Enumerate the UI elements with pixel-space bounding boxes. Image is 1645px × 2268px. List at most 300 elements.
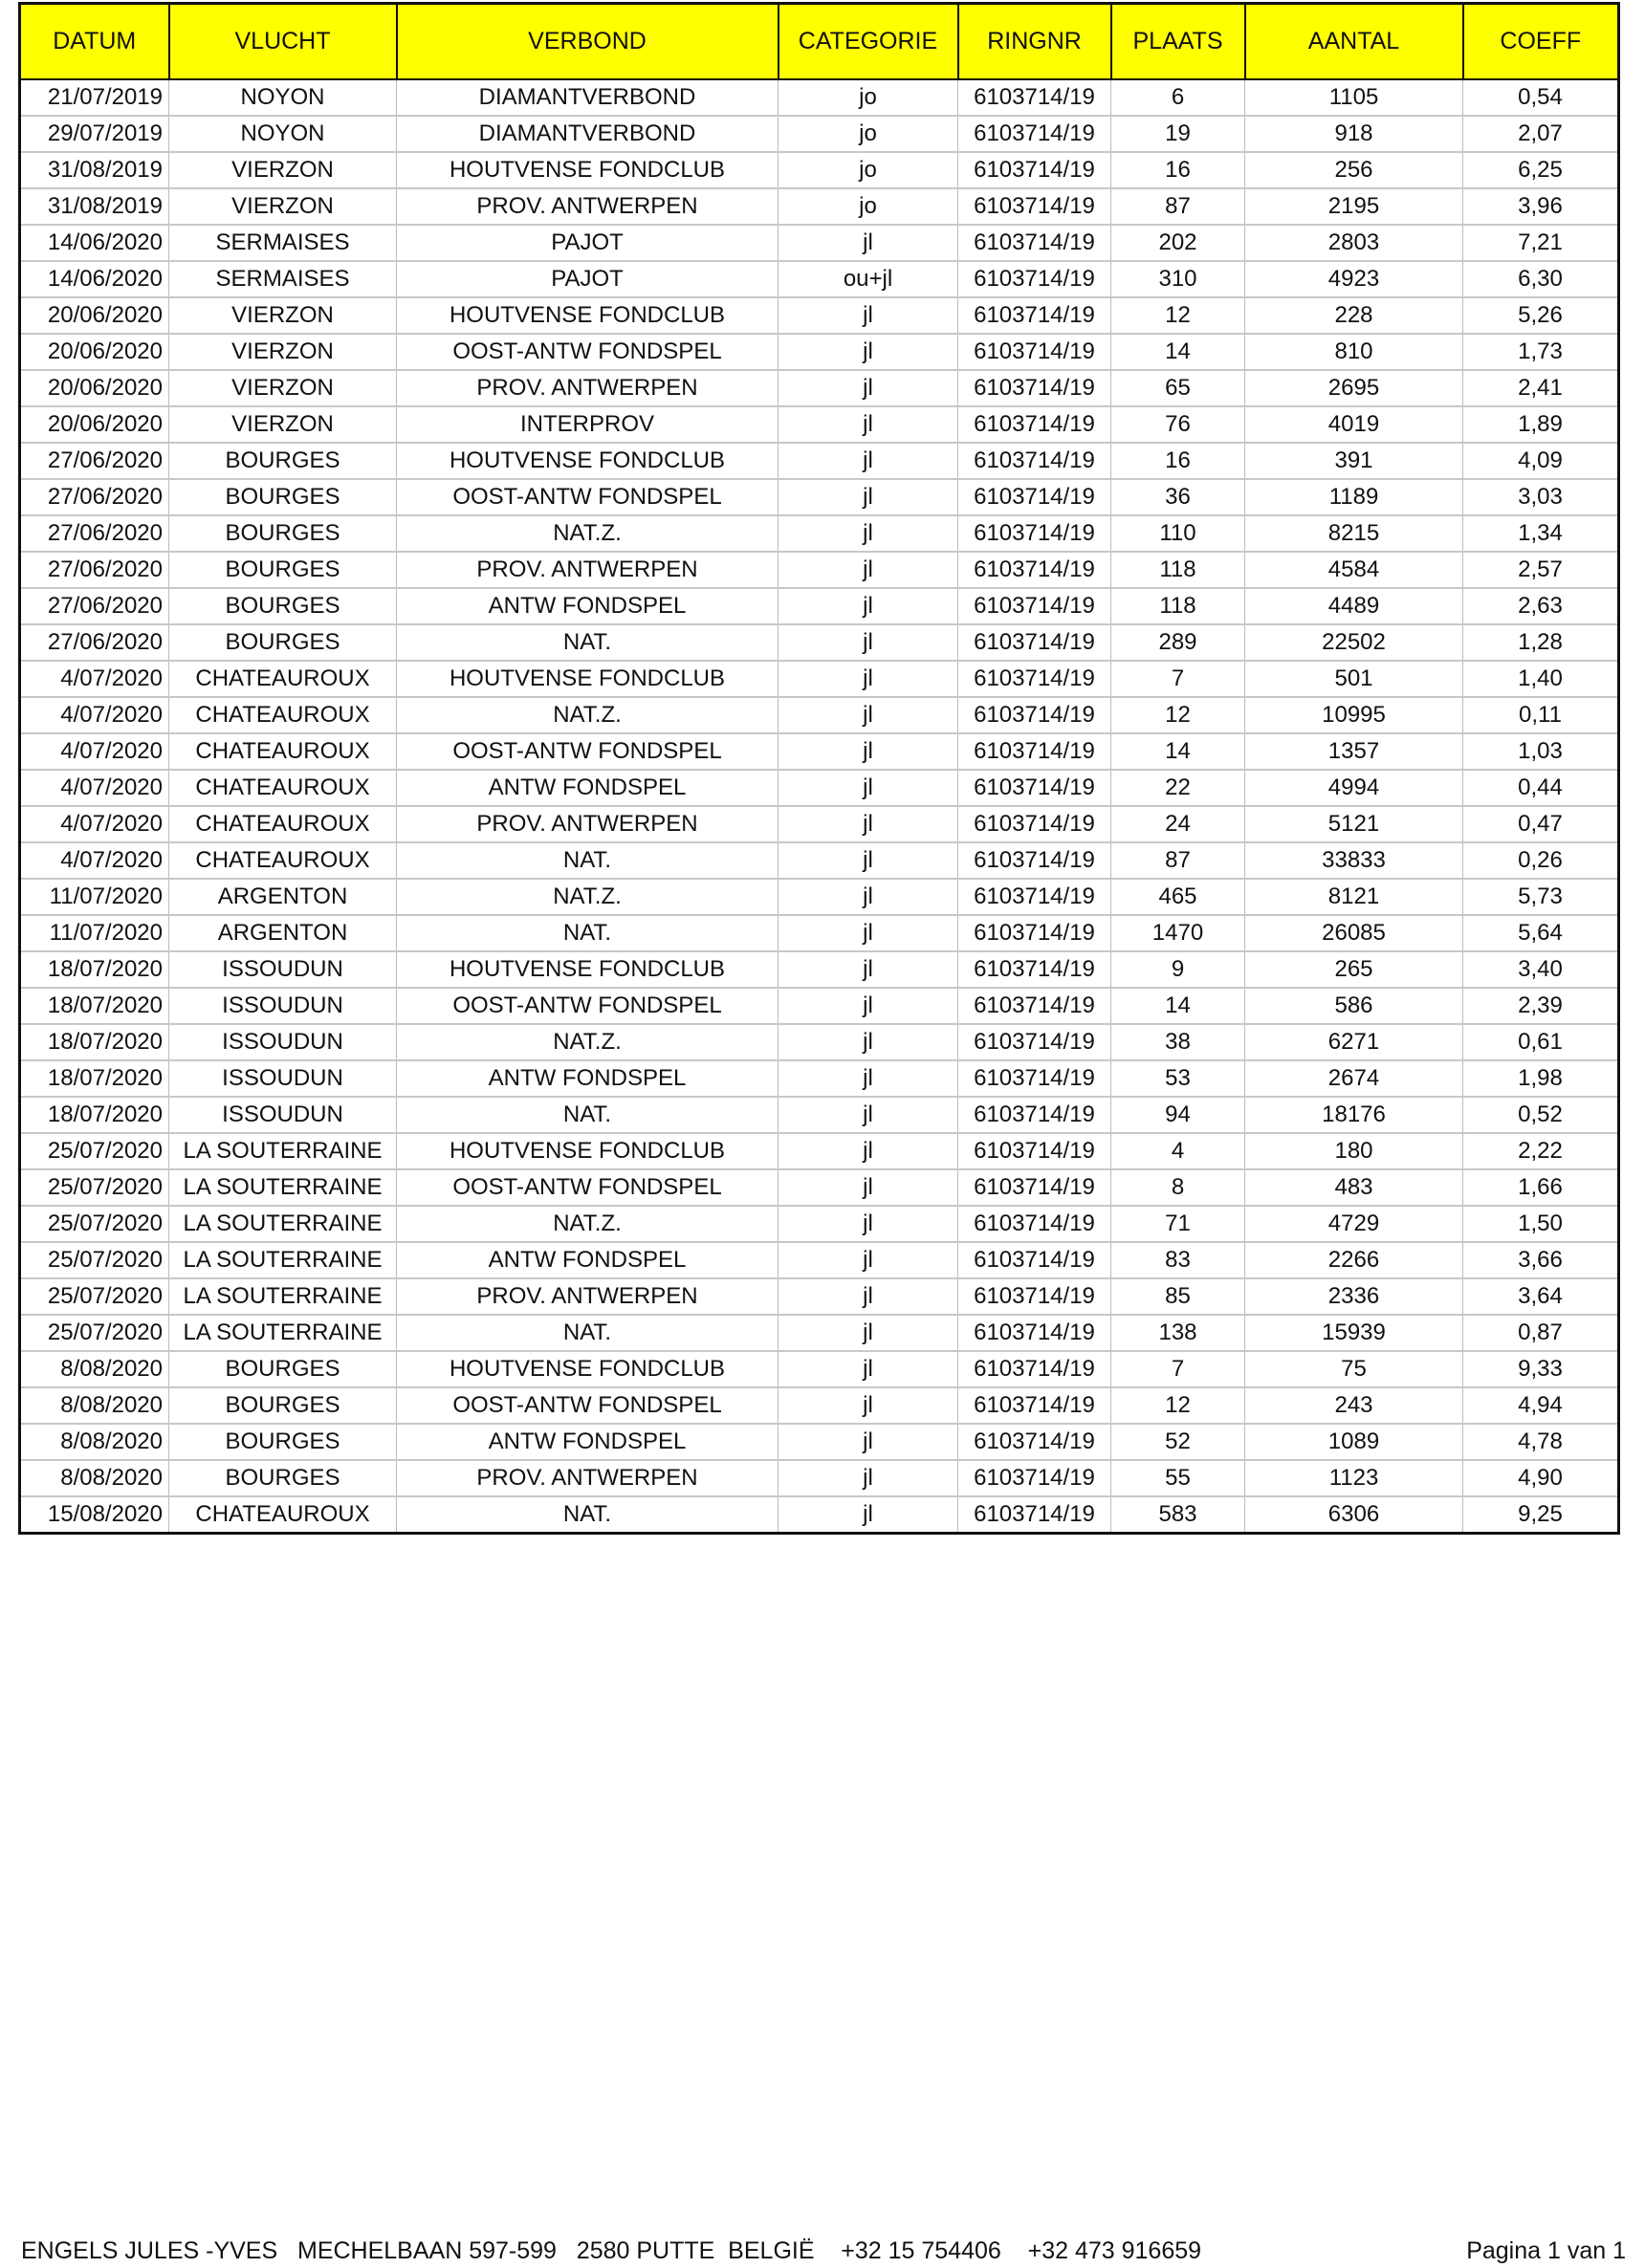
- cell-verbond: NAT.: [397, 1097, 779, 1133]
- cell-verbond: ANTW FONDSPEL: [397, 770, 779, 806]
- cell-datum: 8/08/2020: [20, 1351, 169, 1387]
- cell-categorie: jl: [779, 624, 958, 661]
- cell-ringnr: 6103714/19: [958, 261, 1111, 297]
- cell-coeff: 5,26: [1463, 297, 1619, 334]
- cell-vlucht: ARGENTON: [169, 879, 397, 915]
- cell-categorie: jl: [779, 661, 958, 697]
- cell-coeff: 1,98: [1463, 1060, 1619, 1097]
- cell-vlucht: BOURGES: [169, 1351, 397, 1387]
- cell-verbond: ANTW FONDSPEL: [397, 1424, 779, 1460]
- cell-verbond: NAT.Z.: [397, 697, 779, 733]
- cell-plaats: 87: [1111, 188, 1245, 225]
- table-row: [20, 188, 1619, 225]
- cell-verbond: PROV. ANTWERPEN: [397, 806, 779, 842]
- cell-datum: 25/07/2020: [20, 1169, 169, 1206]
- cell-aantal: 6306: [1245, 1496, 1463, 1534]
- cell-plaats: 83: [1111, 1242, 1245, 1278]
- cell-ringnr: 6103714/19: [958, 1169, 1111, 1206]
- cell-coeff: 0,11: [1463, 697, 1619, 733]
- cell-ringnr: 6103714/19: [958, 188, 1111, 225]
- cell-verbond: NAT.: [397, 1315, 779, 1351]
- cell-datum: 20/06/2020: [20, 406, 169, 443]
- table-row: [20, 951, 1619, 988]
- cell-aantal: 586: [1245, 988, 1463, 1024]
- cell-aantal: 2266: [1245, 1242, 1463, 1278]
- table-row: [20, 988, 1619, 1024]
- cell-plaats: 4: [1111, 1133, 1245, 1169]
- column-header-categorie: CATEGORIE: [779, 4, 958, 80]
- cell-verbond: NAT.Z.: [397, 1024, 779, 1060]
- cell-verbond: NAT.Z.: [397, 879, 779, 915]
- cell-aantal: 2336: [1245, 1278, 1463, 1315]
- cell-vlucht: ISSOUDUN: [169, 988, 397, 1024]
- table-row: [20, 879, 1619, 915]
- cell-aantal: 10995: [1245, 697, 1463, 733]
- cell-datum: 18/07/2020: [20, 1060, 169, 1097]
- cell-ringnr: 6103714/19: [958, 443, 1111, 479]
- cell-aantal: 6271: [1245, 1024, 1463, 1060]
- cell-categorie: jl: [779, 1424, 958, 1460]
- cell-datum: 31/08/2019: [20, 152, 169, 188]
- table-row: [20, 588, 1619, 624]
- cell-aantal: 4019: [1245, 406, 1463, 443]
- cell-datum: 31/08/2019: [20, 188, 169, 225]
- cell-aantal: 810: [1245, 334, 1463, 370]
- cell-vlucht: LA SOUTERRAINE: [169, 1133, 397, 1169]
- cell-plaats: 7: [1111, 661, 1245, 697]
- cell-vlucht: SERMAISES: [169, 261, 397, 297]
- cell-coeff: 0,87: [1463, 1315, 1619, 1351]
- cell-verbond: OOST-ANTW FONDSPEL: [397, 334, 779, 370]
- cell-categorie: jl: [779, 1206, 958, 1242]
- cell-datum: 18/07/2020: [20, 951, 169, 988]
- cell-verbond: ANTW FONDSPEL: [397, 1242, 779, 1278]
- cell-plaats: 71: [1111, 1206, 1245, 1242]
- cell-vlucht: CHATEAUROUX: [169, 661, 397, 697]
- cell-vlucht: CHATEAUROUX: [169, 842, 397, 879]
- cell-aantal: 8121: [1245, 879, 1463, 915]
- cell-coeff: 6,25: [1463, 152, 1619, 188]
- cell-verbond: HOUTVENSE FONDCLUB: [397, 1133, 779, 1169]
- cell-coeff: 9,25: [1463, 1496, 1619, 1534]
- cell-verbond: NAT.: [397, 1496, 779, 1534]
- cell-coeff: 3,96: [1463, 188, 1619, 225]
- cell-verbond: HOUTVENSE FONDCLUB: [397, 951, 779, 988]
- cell-ringnr: 6103714/19: [958, 79, 1111, 116]
- cell-coeff: 3,40: [1463, 951, 1619, 988]
- cell-aantal: 5121: [1245, 806, 1463, 842]
- cell-ringnr: 6103714/19: [958, 1133, 1111, 1169]
- cell-ringnr: 6103714/19: [958, 879, 1111, 915]
- cell-aantal: 1089: [1245, 1424, 1463, 1460]
- cell-aantal: 4729: [1245, 1206, 1463, 1242]
- table-row: [20, 552, 1619, 588]
- table-row: [20, 770, 1619, 806]
- cell-categorie: jo: [779, 116, 958, 152]
- cell-aantal: 1105: [1245, 79, 1463, 116]
- cell-datum: 14/06/2020: [20, 225, 169, 261]
- cell-ringnr: 6103714/19: [958, 1206, 1111, 1242]
- cell-categorie: jl: [779, 515, 958, 552]
- cell-aantal: 1357: [1245, 733, 1463, 770]
- cell-aantal: 2803: [1245, 225, 1463, 261]
- cell-ringnr: 6103714/19: [958, 515, 1111, 552]
- cell-ringnr: 6103714/19: [958, 152, 1111, 188]
- cell-verbond: NAT.Z.: [397, 515, 779, 552]
- cell-coeff: 0,61: [1463, 1024, 1619, 1060]
- cell-datum: 4/07/2020: [20, 770, 169, 806]
- cell-categorie: jl: [779, 733, 958, 770]
- cell-verbond: DIAMANTVERBOND: [397, 79, 779, 116]
- cell-aantal: 26085: [1245, 915, 1463, 951]
- table-row: [20, 1387, 1619, 1424]
- cell-datum: 4/07/2020: [20, 842, 169, 879]
- cell-vlucht: LA SOUTERRAINE: [169, 1169, 397, 1206]
- cell-verbond: PAJOT: [397, 261, 779, 297]
- cell-plaats: 85: [1111, 1278, 1245, 1315]
- cell-verbond: OOST-ANTW FONDSPEL: [397, 988, 779, 1024]
- cell-datum: 4/07/2020: [20, 733, 169, 770]
- cell-verbond: HOUTVENSE FONDCLUB: [397, 1351, 779, 1387]
- cell-plaats: 12: [1111, 1387, 1245, 1424]
- cell-vlucht: NOYON: [169, 116, 397, 152]
- cell-coeff: 6,30: [1463, 261, 1619, 297]
- table-row: [20, 806, 1619, 842]
- cell-datum: 4/07/2020: [20, 806, 169, 842]
- cell-plaats: 12: [1111, 297, 1245, 334]
- footer-contact: ENGELS JULES -YVES MECHELBAAN 597-599 2580 PUTTE BELGIË +32 15 754406 +32 473 916659: [21, 2237, 1202, 2264]
- cell-vlucht: BOURGES: [169, 479, 397, 515]
- cell-plaats: 24: [1111, 806, 1245, 842]
- cell-plaats: 16: [1111, 152, 1245, 188]
- cell-datum: 14/06/2020: [20, 261, 169, 297]
- cell-aantal: 265: [1245, 951, 1463, 988]
- cell-plaats: 65: [1111, 370, 1245, 406]
- cell-verbond: OOST-ANTW FONDSPEL: [397, 479, 779, 515]
- table-row: [20, 733, 1619, 770]
- table-row: [20, 116, 1619, 152]
- cell-categorie: jl: [779, 806, 958, 842]
- cell-aantal: 1123: [1245, 1460, 1463, 1496]
- cell-ringnr: 6103714/19: [958, 1278, 1111, 1315]
- cell-plaats: 19: [1111, 116, 1245, 152]
- cell-coeff: 3,03: [1463, 479, 1619, 515]
- cell-vlucht: BOURGES: [169, 624, 397, 661]
- cell-plaats: 1470: [1111, 915, 1245, 951]
- cell-coeff: 4,09: [1463, 443, 1619, 479]
- cell-aantal: 4584: [1245, 552, 1463, 588]
- cell-aantal: 2195: [1245, 188, 1463, 225]
- cell-plaats: 53: [1111, 1060, 1245, 1097]
- cell-aantal: 256: [1245, 152, 1463, 188]
- cell-categorie: jo: [779, 152, 958, 188]
- cell-vlucht: VIERZON: [169, 406, 397, 443]
- cell-coeff: 1,03: [1463, 733, 1619, 770]
- cell-ringnr: 6103714/19: [958, 770, 1111, 806]
- table-row: [20, 697, 1619, 733]
- cell-aantal: 2695: [1245, 370, 1463, 406]
- cell-datum: 8/08/2020: [20, 1424, 169, 1460]
- cell-vlucht: NOYON: [169, 79, 397, 116]
- cell-datum: 11/07/2020: [20, 915, 169, 951]
- cell-aantal: 1189: [1245, 479, 1463, 515]
- cell-categorie: jl: [779, 552, 958, 588]
- cell-categorie: jl: [779, 1278, 958, 1315]
- cell-plaats: 87: [1111, 842, 1245, 879]
- column-header-datum: DATUM: [20, 4, 169, 80]
- cell-ringnr: 6103714/19: [958, 334, 1111, 370]
- cell-vlucht: BOURGES: [169, 443, 397, 479]
- cell-vlucht: CHATEAUROUX: [169, 806, 397, 842]
- cell-categorie: jl: [779, 988, 958, 1024]
- table-row: [20, 842, 1619, 879]
- cell-plaats: 8: [1111, 1169, 1245, 1206]
- cell-ringnr: 6103714/19: [958, 624, 1111, 661]
- cell-vlucht: VIERZON: [169, 152, 397, 188]
- cell-categorie: jl: [779, 1169, 958, 1206]
- cell-vlucht: ISSOUDUN: [169, 1060, 397, 1097]
- cell-ringnr: 6103714/19: [958, 1424, 1111, 1460]
- table-row: [20, 915, 1619, 951]
- cell-datum: 4/07/2020: [20, 697, 169, 733]
- cell-plaats: 118: [1111, 552, 1245, 588]
- cell-aantal: 33833: [1245, 842, 1463, 879]
- cell-vlucht: CHATEAUROUX: [169, 770, 397, 806]
- cell-categorie: jl: [779, 479, 958, 515]
- cell-datum: 29/07/2019: [20, 116, 169, 152]
- cell-coeff: 0,52: [1463, 1097, 1619, 1133]
- cell-ringnr: 6103714/19: [958, 1024, 1111, 1060]
- cell-datum: 25/07/2020: [20, 1206, 169, 1242]
- cell-datum: 25/07/2020: [20, 1242, 169, 1278]
- cell-datum: 18/07/2020: [20, 1097, 169, 1133]
- table-row: [20, 1242, 1619, 1278]
- table-row: [20, 1060, 1619, 1097]
- cell-vlucht: ISSOUDUN: [169, 1097, 397, 1133]
- cell-aantal: 15939: [1245, 1315, 1463, 1351]
- cell-ringnr: 6103714/19: [958, 806, 1111, 842]
- cell-categorie: jl: [779, 406, 958, 443]
- cell-datum: 25/07/2020: [20, 1278, 169, 1315]
- cell-datum: 25/07/2020: [20, 1133, 169, 1169]
- cell-ringnr: 6103714/19: [958, 479, 1111, 515]
- cell-coeff: 0,47: [1463, 806, 1619, 842]
- cell-datum: 18/07/2020: [20, 988, 169, 1024]
- cell-coeff: 2,07: [1463, 116, 1619, 152]
- cell-verbond: HOUTVENSE FONDCLUB: [397, 443, 779, 479]
- cell-ringnr: 6103714/19: [958, 1060, 1111, 1097]
- cell-categorie: jl: [779, 1242, 958, 1278]
- cell-ringnr: 6103714/19: [958, 406, 1111, 443]
- cell-aantal: 391: [1245, 443, 1463, 479]
- table-row: [20, 79, 1619, 116]
- cell-plaats: 583: [1111, 1496, 1245, 1534]
- cell-ringnr: 6103714/19: [958, 733, 1111, 770]
- cell-verbond: PROV. ANTWERPEN: [397, 552, 779, 588]
- cell-categorie: jl: [779, 297, 958, 334]
- cell-categorie: jo: [779, 188, 958, 225]
- cell-plaats: 289: [1111, 624, 1245, 661]
- cell-coeff: 5,64: [1463, 915, 1619, 951]
- cell-datum: 27/06/2020: [20, 552, 169, 588]
- cell-vlucht: VIERZON: [169, 188, 397, 225]
- cell-categorie: jl: [779, 1133, 958, 1169]
- cell-verbond: HOUTVENSE FONDCLUB: [397, 661, 779, 697]
- cell-coeff: 1,28: [1463, 624, 1619, 661]
- table-row: [20, 1315, 1619, 1351]
- cell-aantal: 180: [1245, 1133, 1463, 1169]
- cell-categorie: jl: [779, 370, 958, 406]
- table-row: [20, 479, 1619, 515]
- cell-vlucht: BOURGES: [169, 515, 397, 552]
- cell-plaats: 12: [1111, 697, 1245, 733]
- cell-datum: 27/06/2020: [20, 624, 169, 661]
- header-row: [20, 4, 1619, 80]
- cell-coeff: 1,40: [1463, 661, 1619, 697]
- cell-verbond: ANTW FONDSPEL: [397, 1060, 779, 1097]
- cell-categorie: jl: [779, 951, 958, 988]
- table-row: [20, 406, 1619, 443]
- cell-datum: 20/06/2020: [20, 297, 169, 334]
- cell-ringnr: 6103714/19: [958, 661, 1111, 697]
- table-row: [20, 1206, 1619, 1242]
- cell-datum: 8/08/2020: [20, 1460, 169, 1496]
- cell-coeff: 2,22: [1463, 1133, 1619, 1169]
- cell-vlucht: ARGENTON: [169, 915, 397, 951]
- cell-categorie: jl: [779, 1060, 958, 1097]
- column-header-coeff: COEFF: [1463, 4, 1619, 80]
- column-header-ringnr: RINGNR: [958, 4, 1111, 80]
- cell-coeff: 5,73: [1463, 879, 1619, 915]
- cell-vlucht: BOURGES: [169, 1387, 397, 1424]
- table-row: [20, 624, 1619, 661]
- cell-aantal: 4489: [1245, 588, 1463, 624]
- cell-ringnr: 6103714/19: [958, 116, 1111, 152]
- cell-vlucht: LA SOUTERRAINE: [169, 1278, 397, 1315]
- table-row: [20, 661, 1619, 697]
- cell-aantal: 8215: [1245, 515, 1463, 552]
- table-row: [20, 1169, 1619, 1206]
- cell-coeff: 2,63: [1463, 588, 1619, 624]
- cell-ringnr: 6103714/19: [958, 988, 1111, 1024]
- cell-plaats: 9: [1111, 951, 1245, 988]
- cell-ringnr: 6103714/19: [958, 951, 1111, 988]
- cell-coeff: 4,90: [1463, 1460, 1619, 1496]
- cell-categorie: jl: [779, 1024, 958, 1060]
- cell-categorie: jl: [779, 443, 958, 479]
- table-row: [20, 1024, 1619, 1060]
- column-header-aantal: AANTAL: [1245, 4, 1463, 80]
- cell-coeff: 1,34: [1463, 515, 1619, 552]
- table-row: [20, 443, 1619, 479]
- cell-verbond: PROV. ANTWERPEN: [397, 1460, 779, 1496]
- cell-ringnr: 6103714/19: [958, 915, 1111, 951]
- cell-datum: 25/07/2020: [20, 1315, 169, 1351]
- cell-datum: 18/07/2020: [20, 1024, 169, 1060]
- cell-plaats: 52: [1111, 1424, 1245, 1460]
- cell-ringnr: 6103714/19: [958, 1315, 1111, 1351]
- cell-ringnr: 6103714/19: [958, 1351, 1111, 1387]
- cell-verbond: DIAMANTVERBOND: [397, 116, 779, 152]
- cell-categorie: jl: [779, 842, 958, 879]
- cell-plaats: 310: [1111, 261, 1245, 297]
- cell-datum: 15/08/2020: [20, 1496, 169, 1534]
- cell-categorie: jl: [779, 915, 958, 951]
- cell-categorie: jl: [779, 770, 958, 806]
- cell-coeff: 7,21: [1463, 225, 1619, 261]
- cell-vlucht: LA SOUTERRAINE: [169, 1206, 397, 1242]
- cell-verbond: NAT.: [397, 915, 779, 951]
- cell-verbond: PROV. ANTWERPEN: [397, 188, 779, 225]
- cell-plaats: 465: [1111, 879, 1245, 915]
- cell-coeff: 0,26: [1463, 842, 1619, 879]
- cell-aantal: 2674: [1245, 1060, 1463, 1097]
- cell-ringnr: 6103714/19: [958, 1097, 1111, 1133]
- cell-verbond: INTERPROV: [397, 406, 779, 443]
- cell-coeff: 4,94: [1463, 1387, 1619, 1424]
- cell-verbond: OOST-ANTW FONDSPEL: [397, 733, 779, 770]
- cell-aantal: 918: [1245, 116, 1463, 152]
- cell-vlucht: LA SOUTERRAINE: [169, 1242, 397, 1278]
- table-row: [20, 334, 1619, 370]
- cell-ringnr: 6103714/19: [958, 842, 1111, 879]
- table-row: [20, 1133, 1619, 1169]
- cell-plaats: 118: [1111, 588, 1245, 624]
- cell-plaats: 55: [1111, 1460, 1245, 1496]
- cell-datum: 21/07/2019: [20, 79, 169, 116]
- cell-categorie: jl: [779, 1097, 958, 1133]
- table-row: [20, 1496, 1619, 1534]
- cell-plaats: 110: [1111, 515, 1245, 552]
- cell-ringnr: 6103714/19: [958, 588, 1111, 624]
- cell-datum: 27/06/2020: [20, 443, 169, 479]
- cell-plaats: 14: [1111, 334, 1245, 370]
- cell-categorie: jo: [779, 79, 958, 116]
- table-row: [20, 515, 1619, 552]
- cell-categorie: jl: [779, 879, 958, 915]
- table-row: [20, 1351, 1619, 1387]
- cell-coeff: 3,64: [1463, 1278, 1619, 1315]
- cell-vlucht: BOURGES: [169, 1460, 397, 1496]
- cell-ringnr: 6103714/19: [958, 1460, 1111, 1496]
- cell-vlucht: CHATEAUROUX: [169, 733, 397, 770]
- cell-aantal: 228: [1245, 297, 1463, 334]
- cell-verbond: OOST-ANTW FONDSPEL: [397, 1387, 779, 1424]
- cell-vlucht: VIERZON: [169, 334, 397, 370]
- cell-vlucht: CHATEAUROUX: [169, 697, 397, 733]
- cell-categorie: jl: [779, 1315, 958, 1351]
- cell-coeff: 3,66: [1463, 1242, 1619, 1278]
- cell-verbond: OOST-ANTW FONDSPEL: [397, 1169, 779, 1206]
- cell-coeff: 1,73: [1463, 334, 1619, 370]
- cell-vlucht: CHATEAUROUX: [169, 1496, 397, 1534]
- cell-vlucht: ISSOUDUN: [169, 1024, 397, 1060]
- cell-vlucht: VIERZON: [169, 297, 397, 334]
- cell-categorie: jl: [779, 1387, 958, 1424]
- cell-categorie: jl: [779, 1496, 958, 1534]
- cell-categorie: jl: [779, 334, 958, 370]
- cell-datum: 27/06/2020: [20, 479, 169, 515]
- cell-datum: 8/08/2020: [20, 1387, 169, 1424]
- cell-aantal: 18176: [1245, 1097, 1463, 1133]
- cell-verbond: NAT.: [397, 842, 779, 879]
- cell-verbond: NAT.Z.: [397, 1206, 779, 1242]
- cell-aantal: 4923: [1245, 261, 1463, 297]
- cell-ringnr: 6103714/19: [958, 552, 1111, 588]
- cell-aantal: 4994: [1245, 770, 1463, 806]
- cell-coeff: 2,41: [1463, 370, 1619, 406]
- cell-plaats: 76: [1111, 406, 1245, 443]
